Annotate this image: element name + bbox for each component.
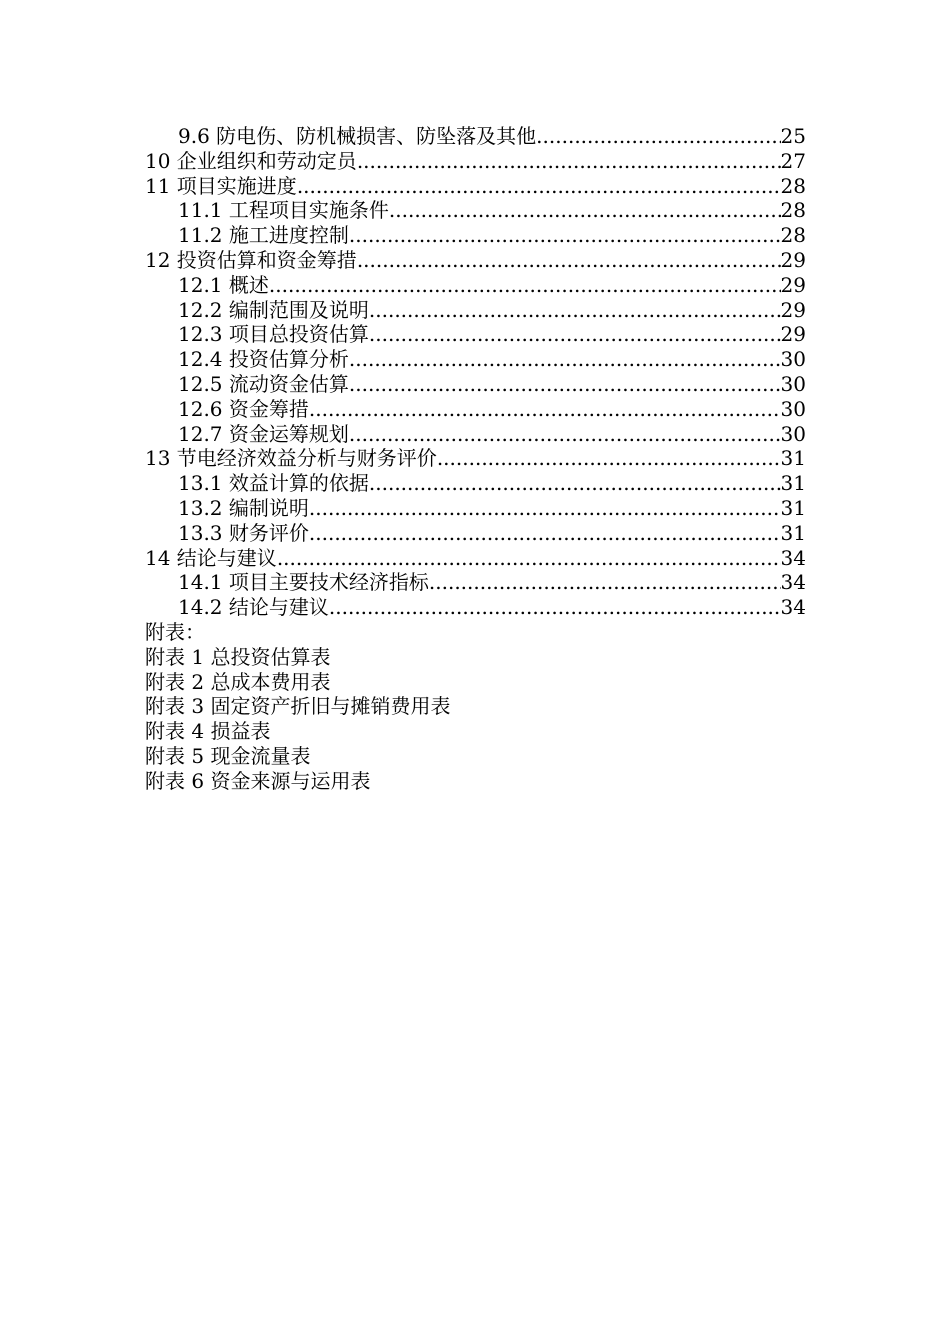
toc-entry-title: 11.2 施工进度控制 [178,223,349,248]
toc-entry-page: 31 [780,520,806,545]
toc-entry-title: 9.6 防电伤、防机械损害、防坠落及其他 [178,124,537,148]
toc-entry[interactable] [145,347,806,372]
toc-dot-leader [349,422,781,447]
toc-entry-page: 27 [780,148,806,173]
toc-entry[interactable] [145,223,806,248]
toc-entry-title: 12.5 流动资金估算 [178,371,349,396]
toc-entry[interactable] [145,174,806,199]
toc-entry-page: 28 [780,173,806,198]
toc-dot-leader [269,273,781,298]
toc-entry-title: 12.4 投资估算分析 [178,347,349,372]
toc-entry-page: 25 [780,124,806,148]
toc-entry-page: 30 [780,421,806,446]
toc-dot-leader [309,521,781,546]
toc-entry[interactable] [145,372,806,397]
toc-entry-page: 34 [780,595,806,620]
toc-entry-page: 30 [780,347,806,372]
toc-dot-leader [349,223,781,248]
toc-entry[interactable] [145,471,806,496]
toc-entry-title: 14 结论与建议 [145,545,277,570]
toc-entry[interactable] [145,546,806,571]
toc-entry-title: 12.2 编制范围及说明 [178,297,369,322]
toc-dot-leader [309,397,781,422]
toc-entry-page: 30 [780,371,806,396]
toc-entry-page: 31 [780,495,806,520]
toc-entry-title: 12 投资估算和资金筹措 [145,247,357,272]
toc-entry[interactable] [145,496,806,521]
toc-entry-title: 12.3 项目总投资估算 [178,322,369,347]
toc-entry[interactable] [145,273,806,298]
toc-dot-leader [277,546,781,571]
toc-entry-page: 30 [780,396,806,421]
toc-entry-title: 10 企业组织和劳动定员 [145,148,357,173]
toc-entry[interactable] [145,397,806,422]
toc-dot-leader [369,322,781,347]
toc-entry[interactable] [145,521,806,546]
toc-dot-leader [429,570,781,595]
toc-entry[interactable] [145,322,806,347]
toc-entry-page: 31 [780,446,806,471]
toc-entry-title: 12.6 资金筹措 [178,396,309,421]
toc-dot-leader [349,347,781,372]
toc-entry[interactable] [145,595,806,620]
appendix-item: 附表 2 总成本费用表 [145,669,331,694]
toc-entry-title: 13 节电经济效益分析与财务评价 [145,446,437,471]
toc-entry-page: 29 [780,297,806,322]
appendix-item: 附表 1 总投资估算表 [145,644,331,669]
toc-entry[interactable] [145,298,806,323]
toc-dot-leader [389,198,781,223]
appendix-item: 附表 3 固定资产折旧与摊销费用表 [145,694,451,719]
toc-entry[interactable] [145,149,806,174]
toc-dot-leader [437,446,781,471]
toc-entry-page: 29 [780,272,806,297]
toc-dot-leader [309,496,781,521]
toc-entry[interactable] [145,124,806,149]
appendix-item: 附表 4 损益表 [145,719,271,744]
toc-entry[interactable] [145,570,806,595]
toc-entry-title: 14.2 结论与建议 [178,595,329,620]
toc-dot-leader [349,372,781,397]
toc-entry-page: 31 [780,471,806,496]
toc-entry-title: 13.1 效益计算的依据 [178,471,369,496]
toc-dot-leader [329,595,781,620]
toc-entry-title: 13.3 财务评价 [178,520,309,545]
toc-entry-title: 14.1 项目主要技术经济指标 [178,570,429,595]
appendix-list [145,620,806,794]
toc-entry[interactable] [145,248,806,273]
appendix-heading: 附表： [145,620,205,644]
toc-entry-page: 34 [780,570,806,595]
appendix-item: 附表 6 资金来源与运用表 [145,768,371,793]
toc-dot-leader [357,248,781,273]
appendix-item: 附表 5 现金流量表 [145,743,311,768]
toc-entry[interactable] [145,446,806,471]
toc-entry-title: 13.2 编制说明 [178,495,309,520]
toc-entry-title: 11 项目实施进度 [145,173,297,198]
toc-entry-title: 11.1 工程项目实施条件 [178,198,389,223]
toc-dot-leader [357,149,781,174]
toc-dot-leader [536,124,780,149]
toc-entry[interactable] [145,422,806,447]
toc-entry-page: 28 [780,223,806,248]
toc-entry-page: 29 [780,247,806,272]
table-of-contents [145,124,806,620]
toc-entry-title: 12.7 资金运筹规划 [178,421,349,446]
toc-entry[interactable] [145,198,806,223]
toc-dot-leader [369,471,781,496]
toc-dot-leader [369,298,781,323]
toc-dot-leader [297,174,781,199]
toc-entry-page: 29 [780,322,806,347]
toc-entry-page: 34 [780,545,806,570]
toc-entry-page: 28 [780,198,806,223]
toc-entry-title: 12.1 概述 [178,272,269,297]
